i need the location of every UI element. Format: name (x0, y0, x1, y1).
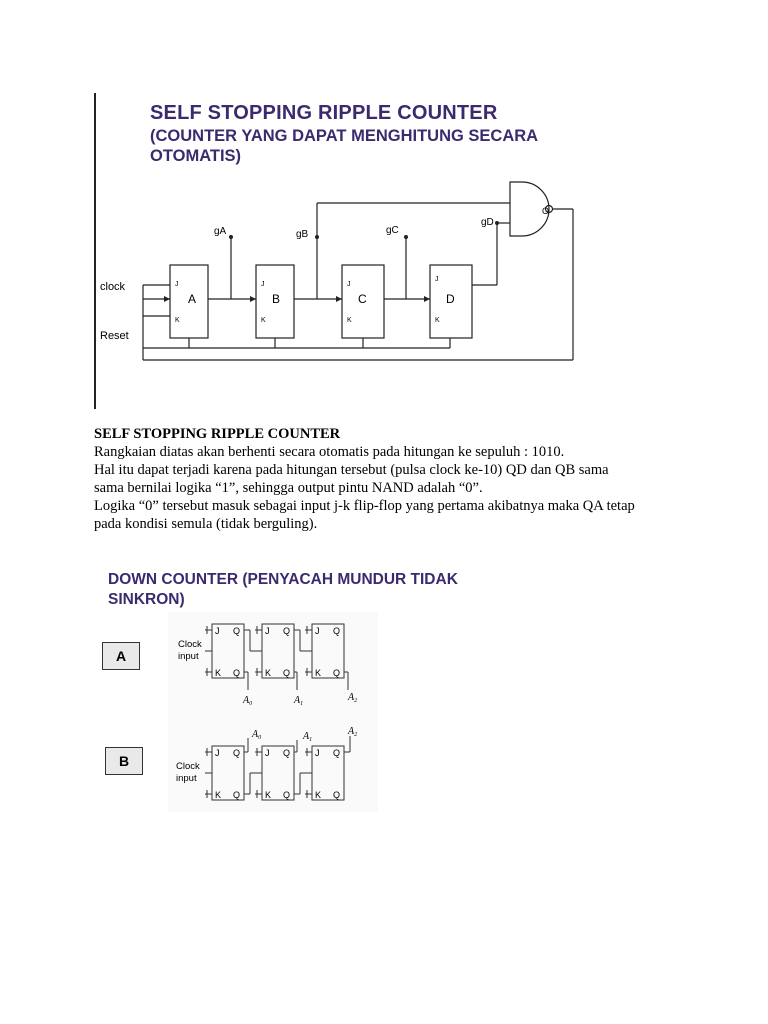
b-output-a0: $A_0$ (252, 729, 262, 741)
explanation-line-4: Logika “0” tersebut masuk sebagai input j-k flip-flop yang pertama akibatnya maka QA tetap (94, 498, 635, 514)
a-output-a0: $A_0$ (243, 695, 253, 707)
a-ff2-q: Q (283, 626, 291, 636)
a-clock-label-2: input (178, 651, 199, 662)
ff-a-k: K (175, 317, 180, 324)
b-ff1-q: Q (233, 748, 241, 758)
b-ff3-qbar: Q (333, 790, 341, 800)
a-ff3-q: Q (333, 626, 341, 636)
section2-title-line1: DOWN COUNTER (PENYACAH MUNDUR TIDAK (108, 571, 458, 588)
b-ff2-k: K (265, 790, 272, 800)
explanation-line-3: sama bernilai logika “1”, sehingga output pintu NAND adalah “0”. (94, 480, 483, 496)
a-ff1-q: Q (233, 626, 241, 636)
explanation-line-2: Hal itu dapat terjadi karena pada hitungan tersebut (pulsa clock ke-10) QD dan QB sama (94, 462, 609, 478)
label-box-b: B (105, 747, 143, 775)
ff-b-k: K (261, 317, 266, 324)
explanation-text (94, 425, 714, 533)
explanation-line-1: Rangkaian diatas akan berhenti secara otomatis pada hitungan ke sepuluh : 1010. (94, 444, 565, 460)
output-gc-label: gC (386, 225, 399, 236)
section1-subtitle-line1: (COUNTER YANG DAPAT MENGHITUNG SECARA (150, 127, 539, 145)
a-output-a2: $A_2$ (348, 692, 358, 704)
a-ff3-qbar: Q (333, 668, 341, 678)
a-ff3-k: K (315, 668, 322, 678)
a-ff2-k: K (265, 668, 272, 678)
output-ga-label: gA (214, 226, 227, 237)
down-counter-diagrams (0, 600, 768, 830)
b-ff3-q: Q (333, 748, 341, 758)
b-ff1-qbar: Q (233, 790, 241, 800)
b-ff2-q: Q (283, 748, 291, 758)
a-ff1-qbar: Q (233, 668, 241, 678)
b-clock-label-2: input (176, 773, 197, 784)
b-ff1-j: J (215, 748, 220, 758)
a-clock-label-1: Clock (178, 639, 202, 650)
ff-c-k: K (347, 317, 352, 324)
ripple-counter-diagram (0, 0, 768, 420)
a-ff2-qbar: Q (283, 668, 291, 678)
explanation-line-5: pada kondisi semula (tidak berguling). (94, 516, 318, 532)
output-gd-label: gD (481, 217, 494, 228)
section1-title: SELF STOPPING RIPPLE COUNTER (150, 102, 498, 124)
ff-b-name: B (272, 292, 281, 306)
gate-output-label: O (542, 206, 550, 216)
section2-title-line2: SINKRON) (108, 591, 185, 608)
b-ff1-k: K (215, 790, 222, 800)
ff-b-j: J (261, 281, 265, 288)
b-clock-label-1: Clock (176, 761, 200, 772)
a-ff1-k: K (215, 668, 222, 678)
ff-c-name: C (358, 292, 367, 306)
a-output-a1: $A_1$ (294, 695, 304, 707)
a-ff2-j: J (265, 626, 270, 636)
b-output-a1: $A_1$ (303, 731, 313, 743)
a-ff3-j: J (315, 626, 320, 636)
b-ff3-k: K (315, 790, 322, 800)
b-ff2-j: J (265, 748, 270, 758)
b-ff2-qbar: Q (283, 790, 291, 800)
label-box-a: A (102, 642, 140, 670)
explanation-heading: SELF STOPPING RIPPLE COUNTER (94, 426, 341, 442)
a-ff1-j: J (215, 626, 220, 636)
ff-c-j: J (347, 281, 351, 288)
clock-label: clock (100, 281, 126, 293)
output-gb-label: gB (296, 229, 309, 240)
ff-a-j: J (175, 281, 179, 288)
b-ff3-j: J (315, 748, 320, 758)
reset-label: Reset (100, 330, 129, 342)
ff-d-name: D (446, 292, 455, 306)
ff-d-k: K (435, 317, 440, 324)
b-output-a2: $A_2$ (348, 726, 358, 738)
ff-d-j: J (435, 276, 439, 283)
ff-a-name: A (188, 292, 197, 306)
section1-subtitle-line2: OTOMATIS) (150, 147, 242, 165)
